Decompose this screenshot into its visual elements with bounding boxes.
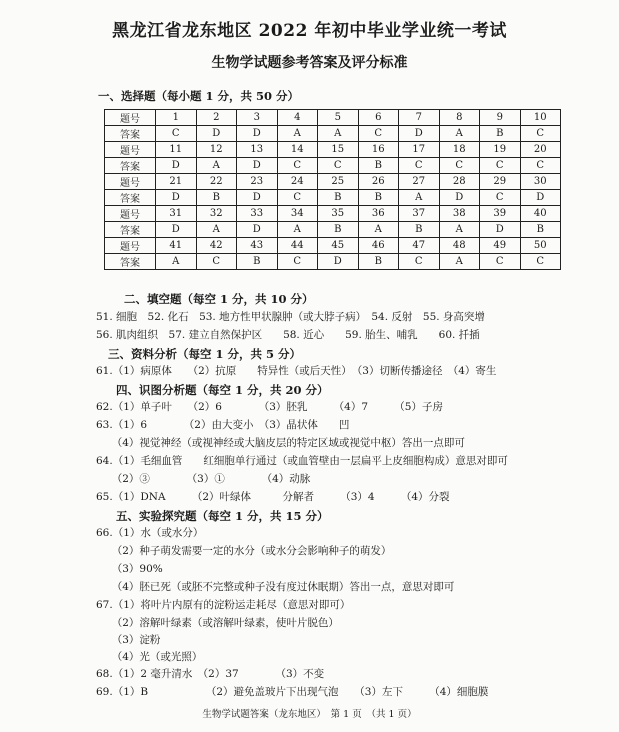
question-number-cell: 29: [480, 174, 521, 190]
answer-cell: A: [439, 126, 480, 142]
section2-heading: 二、填空题（每空 1 分，共 10 分）: [124, 292, 314, 306]
answer-cell: A: [399, 190, 440, 206]
answer-cell: D: [156, 158, 197, 174]
question-number-cell: 42: [196, 238, 237, 254]
question-number-cell: 40: [520, 206, 561, 222]
answer-label: 答案: [105, 126, 156, 142]
answer-cell: A: [318, 126, 359, 142]
section3-line-1: 61.（1）病原体 （2）抗原 特异性（或后天性） （3）切断传播途径 （4）寄生: [96, 365, 497, 377]
question-number-cell: 9: [480, 110, 521, 126]
answer-cell: C: [277, 190, 318, 206]
question-number-cell: 13: [237, 142, 278, 158]
answer-cell: B: [318, 190, 359, 206]
answer-label: 答案: [105, 222, 156, 238]
section5-line: （4）光（或光照）: [96, 651, 203, 663]
question-number-row: [105, 206, 561, 222]
section4-line: （4）视觉神经（或视神经或大脑皮层的特定区域或视觉中枢）答出一点即可: [96, 437, 465, 449]
answer-cell: D: [156, 190, 197, 206]
question-number-cell: 18: [439, 142, 480, 158]
answer-cell: C: [480, 158, 521, 174]
question-number-cell: 2: [196, 110, 237, 126]
section2-line-1: 51. 细胞 52. 化石 53. 地方性甲状腺肿（或大脖子病） 54. 反射 55. 身高突增: [96, 311, 485, 323]
answer-cell: C: [439, 158, 480, 174]
answer-row: [105, 158, 561, 174]
section4-line: 62.（1）单子叶 （2）6 （3）胚乳 （4）7 （5）子房: [96, 401, 443, 413]
question-number-cell: 49: [480, 238, 521, 254]
answer-cell: D: [520, 190, 561, 206]
section5-line: （3）90%: [96, 563, 163, 575]
question-number-cell: 38: [439, 206, 480, 222]
answer-cell: D: [237, 190, 278, 206]
answer-cell: C: [277, 158, 318, 174]
section4-line: 63.（1）6 （2）由大变小 （3）晶状体 凹: [96, 419, 350, 431]
answer-cell: C: [399, 158, 440, 174]
question-number-label: 题号: [105, 110, 156, 126]
question-number-cell: 12: [196, 142, 237, 158]
question-number-cell: 43: [237, 238, 278, 254]
question-number-cell: 16: [358, 142, 399, 158]
answer-cell: B: [520, 222, 561, 238]
question-number-cell: 25: [318, 174, 359, 190]
question-number-cell: 47: [399, 238, 440, 254]
question-number-cell: 33: [237, 206, 278, 222]
question-number-cell: 48: [439, 238, 480, 254]
question-number-cell: 50: [520, 238, 561, 254]
answer-cell: A: [196, 158, 237, 174]
answer-cell: A: [277, 126, 318, 142]
answer-cell: C: [399, 254, 440, 270]
question-number-cell: 5: [318, 110, 359, 126]
question-number-cell: 22: [196, 174, 237, 190]
section5-line: （2）溶解叶绿素（或溶解叶绿素，使叶片脱色）: [96, 617, 339, 629]
question-number-cell: 30: [520, 174, 561, 190]
section5-line: 68.（1）2 毫升清水 （2）37 （3）不变: [96, 668, 325, 680]
question-number-cell: 4: [277, 110, 318, 126]
answer-cell: D: [156, 222, 197, 238]
section5-line: 69.（1）B （2）避免盖玻片下出现气泡 （3）左下 （4）细胞膜: [96, 686, 489, 698]
question-number-cell: 41: [156, 238, 197, 254]
question-number-cell: 19: [480, 142, 521, 158]
answer-row: [105, 222, 561, 238]
answer-cell: B: [358, 190, 399, 206]
answer-cell: D: [318, 254, 359, 270]
section5-line: 66.（1）水（或水分）: [96, 527, 204, 539]
question-number-row: [105, 238, 561, 254]
answer-cell: C: [318, 158, 359, 174]
question-number-cell: 3: [237, 110, 278, 126]
section5-heading: 五、实验探究题（每空 1 分，共 15 分）: [116, 509, 329, 523]
answer-cell: B: [237, 254, 278, 270]
question-number-cell: 15: [318, 142, 359, 158]
question-number-label: 题号: [105, 174, 156, 190]
multiple-choice-answer-table: [104, 109, 561, 270]
answer-cell: D: [237, 222, 278, 238]
question-number-cell: 32: [196, 206, 237, 222]
answer-cell: D: [196, 126, 237, 142]
section4-line: 65.（1）DNA （2）叶绿体 分解者 （3）4 （4）分裂: [96, 491, 450, 503]
question-number-cell: 1: [156, 110, 197, 126]
question-number-cell: 27: [399, 174, 440, 190]
answer-cell: A: [156, 254, 197, 270]
page-footer: 生物学试题答案（龙东地区） 第 1 页 （共 1 页）: [202, 709, 417, 720]
answer-cell: B: [480, 126, 521, 142]
question-number-cell: 24: [277, 174, 318, 190]
answer-cell: C: [520, 126, 561, 142]
answer-cell: B: [399, 222, 440, 238]
question-number-label: 题号: [105, 206, 156, 222]
question-number-cell: 37: [399, 206, 440, 222]
answer-cell: B: [196, 190, 237, 206]
section5-line: （2）种子萌发需要一定的水分（或水分会影响种子的萌发）: [96, 545, 392, 557]
section1-heading: 一、选择题（每小题 1 分，共 50 分）: [98, 89, 300, 103]
question-number-cell: 36: [358, 206, 399, 222]
section5-line: 67.（1）将叶片内原有的淀粉运走耗尽（意思对即可）: [96, 599, 351, 611]
section2-line-2: 56. 肌肉组织 57. 建立自然保护区 58. 近心 59. 胎生、哺乳 60. 扦插: [96, 329, 480, 341]
answer-row: [105, 126, 561, 142]
question-number-cell: 28: [439, 174, 480, 190]
answer-cell: C: [520, 158, 561, 174]
answer-row: [105, 254, 561, 270]
answer-cell: D: [439, 190, 480, 206]
question-number-cell: 20: [520, 142, 561, 158]
answer-cell: A: [439, 254, 480, 270]
answer-cell: C: [480, 254, 521, 270]
question-number-cell: 10: [520, 110, 561, 126]
section5-line: （4）胚已死（或胚不完整或种子没有度过休眠期）答出一点，意思对即可: [96, 581, 455, 593]
question-number-cell: 14: [277, 142, 318, 158]
document-subtitle: 生物学试题参考答案及评分标准: [211, 55, 408, 71]
question-number-cell: 34: [277, 206, 318, 222]
answer-cell: C: [480, 190, 521, 206]
question-number-cell: 6: [358, 110, 399, 126]
question-number-cell: 23: [237, 174, 278, 190]
answer-cell: A: [358, 222, 399, 238]
answer-cell: C: [196, 254, 237, 270]
question-number-row: [105, 142, 561, 158]
question-number-cell: 11: [156, 142, 197, 158]
question-number-cell: 7: [399, 110, 440, 126]
question-number-cell: 8: [439, 110, 480, 126]
answer-cell: D: [237, 158, 278, 174]
question-number-cell: 35: [318, 206, 359, 222]
answer-cell: C: [277, 254, 318, 270]
question-number-cell: 31: [156, 206, 197, 222]
question-number-row: [105, 110, 561, 126]
question-number-cell: 45: [318, 238, 359, 254]
section4-line: （2）③ （3）① （4）动脉: [96, 473, 311, 485]
question-number-cell: 46: [358, 238, 399, 254]
answer-cell: C: [156, 126, 197, 142]
answer-row: [105, 190, 561, 206]
question-number-cell: 26: [358, 174, 399, 190]
answer-cell: B: [358, 158, 399, 174]
question-number-label: 题号: [105, 238, 156, 254]
answer-cell: C: [520, 254, 561, 270]
section4-heading: 四、识图分析题（每空 1 分，共 20 分）: [116, 383, 329, 397]
answer-label: 答案: [105, 158, 156, 174]
question-number-row: [105, 174, 561, 190]
section3-heading: 三、资料分析（每空 1 分，共 5 分）: [108, 347, 302, 361]
question-number-cell: 21: [156, 174, 197, 190]
answer-cell: D: [237, 126, 278, 142]
answer-cell: D: [480, 222, 521, 238]
question-number-cell: 39: [480, 206, 521, 222]
answer-cell: A: [196, 222, 237, 238]
section4-line: 64.（1）毛细血管 红细胞单行通过（或血管壁由一层扁平上皮细胞构成）意思对即可: [96, 455, 508, 467]
answer-cell: B: [318, 222, 359, 238]
answer-cell: A: [439, 222, 480, 238]
answer-cell: A: [277, 222, 318, 238]
document-title: 黑龙江省龙东地区 2022 年初中毕业学业统一考试: [112, 21, 507, 41]
answer-label: 答案: [105, 190, 156, 206]
section5-line: （3）淀粉: [96, 634, 161, 646]
question-number-label: 题号: [105, 142, 156, 158]
question-number-cell: 17: [399, 142, 440, 158]
question-number-cell: 44: [277, 238, 318, 254]
answer-cell: B: [358, 254, 399, 270]
answer-label: 答案: [105, 254, 156, 270]
answer-cell: C: [358, 126, 399, 142]
answer-cell: D: [399, 126, 440, 142]
